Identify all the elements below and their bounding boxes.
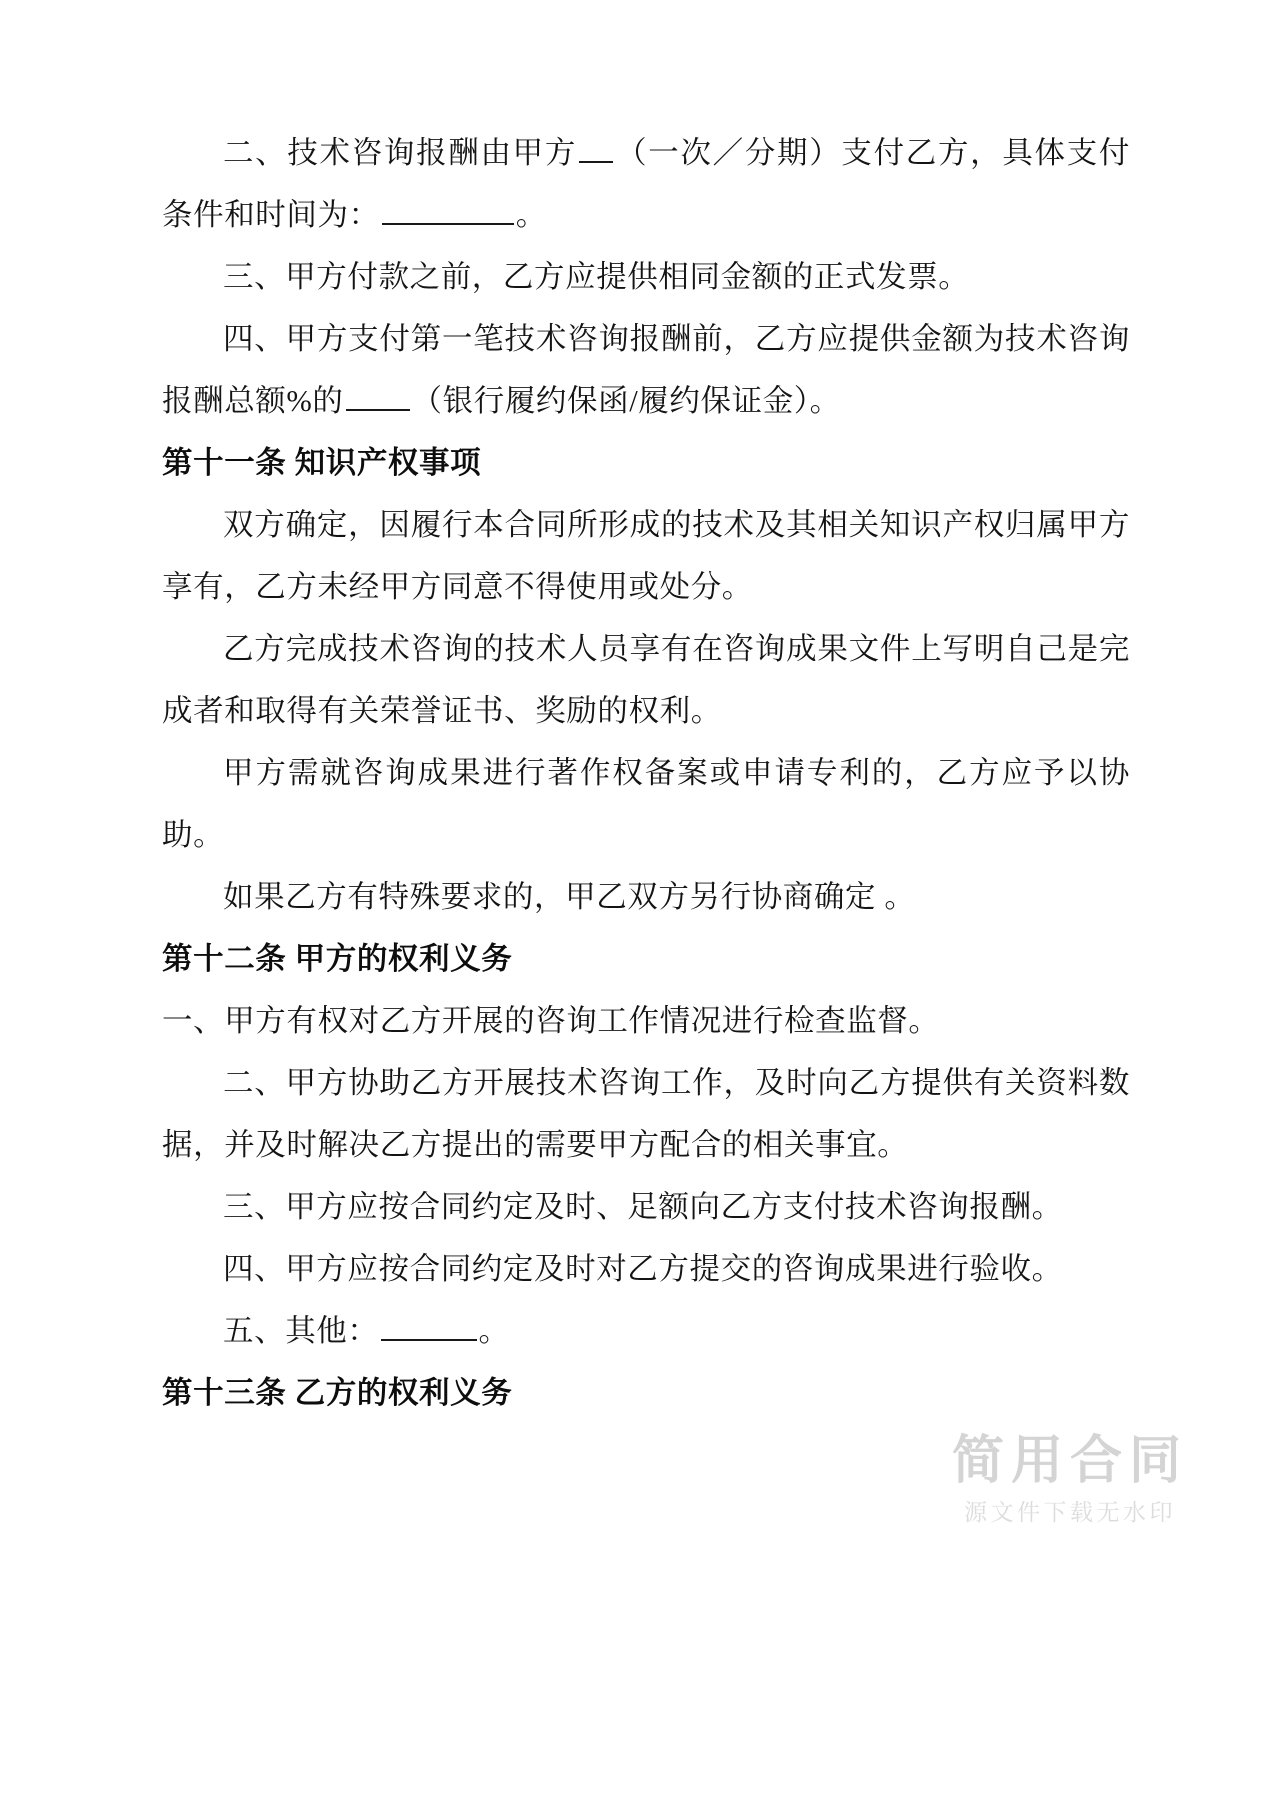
document-body: [162, 122, 1130, 1424]
paragraph-text-part: 五、其他：: [223, 1314, 379, 1348]
paragraph-party-a-item-3: 三、甲方应按合同约定及时、足额向乙方支付技术咨询报酬。: [223, 1190, 1063, 1224]
watermark-subtitle-text: 源文件下载无水印: [963, 1499, 1176, 1526]
fill-in-blank-payment-method[interactable]: [579, 131, 613, 164]
paragraph-text-part: （银行履约保函/履约保证金）。: [411, 384, 841, 418]
paragraph-text-part: 询报酬总额%的: [162, 322, 1130, 418]
paragraph-text-part: 二、技术咨询报酬由甲方: [223, 136, 578, 170]
heading-article-11: 第十一条 知识产权事项: [162, 446, 482, 480]
paragraph-ip-1: 双方确定，因履行本合同所形成的技术及其相关知识产权归属甲方享有，乙方未经甲方同意不得使用或处分。: [162, 508, 1130, 604]
paragraph-party-a-item-1: 一、甲方有权对乙方开展的咨询工作情况进行检查监督。: [162, 1004, 940, 1038]
paragraph-payment-item-4: [162, 308, 1130, 432]
paragraph-ip-3: 甲方需就咨询成果进行著作权备案或申请专利的，乙方应予以协助。: [162, 756, 1130, 852]
paragraph-text-part: 。: [478, 1314, 510, 1348]
paragraph-text-part: 四、甲方支付第一笔技术咨询报酬前，乙方应提供金额为技术咨: [223, 322, 1099, 356]
paragraph-party-a-item-2: 二、甲方协助乙方开展技术咨询工作，及时向乙方提供有关资料数据，并及时解决乙方提出的需要甲方配合的相关事宜。: [162, 1066, 1130, 1162]
paragraph-ip-4: 如果乙方有特殊要求的，甲乙双方另行协商确定 。: [223, 880, 916, 914]
watermark: [952, 1432, 1188, 1530]
fill-in-blank-guarantee-type[interactable]: [346, 379, 410, 412]
paragraph-text-part: 。: [515, 198, 547, 232]
paragraph-party-a-item-4: 四、甲方应按合同约定及时对乙方提交的咨询成果进行验收。: [223, 1252, 1063, 1286]
fill-in-blank-other-obligations[interactable]: [381, 1309, 477, 1342]
watermark-brand-text: 简用合同: [951, 1430, 1188, 1491]
heading-article-12: 第十二条 甲方的权利义务: [162, 942, 513, 976]
paragraph-payment-item-3: 三、甲方付款之前，乙方应提供相同金额的正式发票。: [223, 260, 970, 294]
paragraph-ip-2: 乙方完成技术咨询的技术人员享有在咨询成果文件上写明自己是完成者和取得有关荣誉证书、奖励的权利。: [162, 632, 1130, 728]
paragraph-party-a-item-5: [162, 1300, 1130, 1362]
fill-in-blank-payment-terms[interactable]: [382, 193, 514, 226]
heading-article-13: 第十三条 乙方的权利义务: [162, 1376, 513, 1410]
paragraph-payment-item-2: [162, 122, 1130, 246]
paragraph-text-part: 条件和时间为：: [162, 198, 380, 232]
paragraph-text-part: （一次／分期）支付乙方，具体支付: [615, 136, 1130, 170]
